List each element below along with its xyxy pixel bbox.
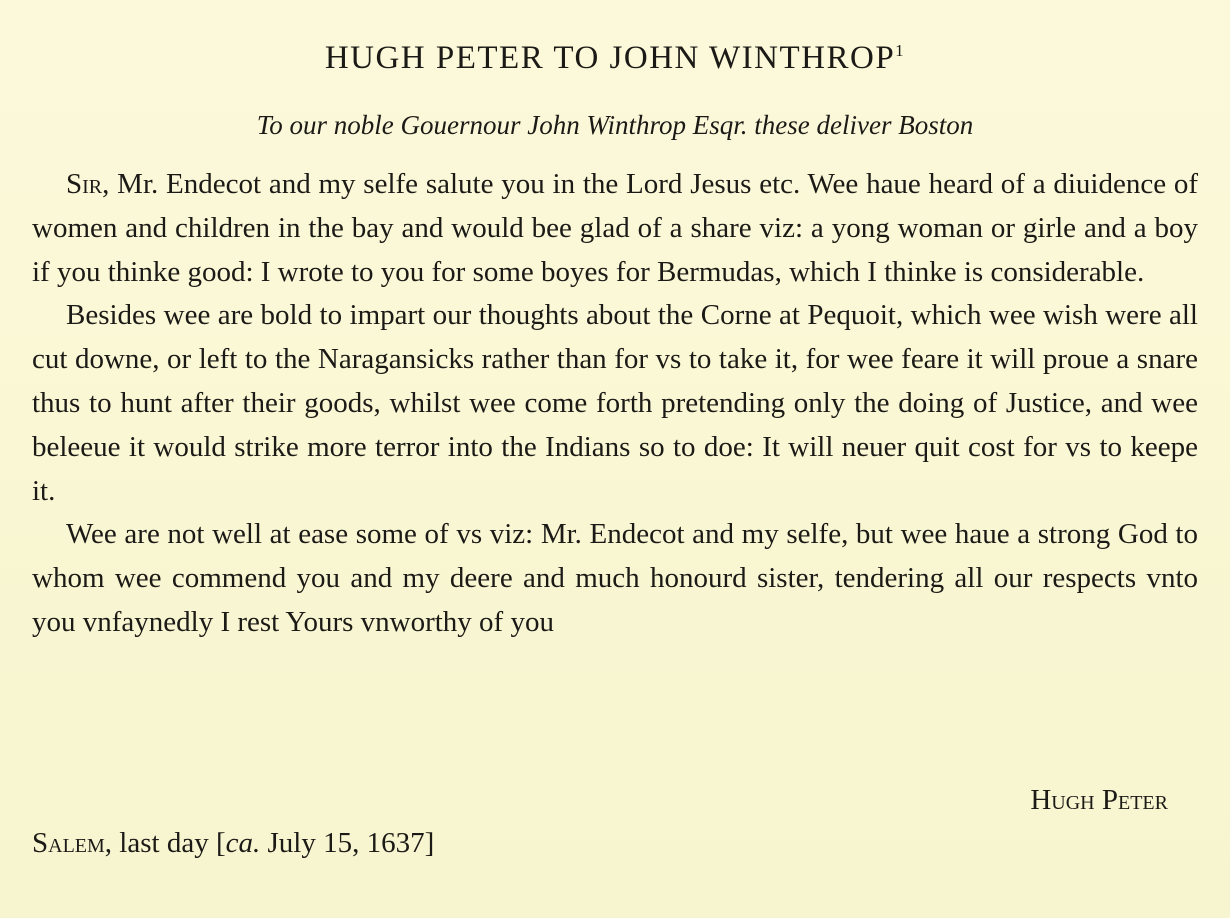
dateline bbox=[32, 823, 434, 863]
paragraph-3: Wee are not well at ease some of vs viz: Mr. Endecot and my selfe, but wee haue a strong God to whom wee commend you and my deere and much honourd sister, tendering all our respects vnto you vnfaynedly I rest Yours vnworthy of you bbox=[32, 518, 1198, 638]
letter-address: To our noble Gouernour John Winthrop Esqr. these deliver Boston bbox=[256, 110, 974, 140]
title-text: HUGH PETER TO JOHN WINTHROP bbox=[324, 40, 896, 76]
letter-title bbox=[0, 38, 1230, 78]
dateline-text: , last day [ bbox=[104, 827, 226, 859]
salutation: Sir bbox=[66, 168, 103, 200]
dateline-place: Salem bbox=[32, 827, 105, 859]
signature: Hugh Peter bbox=[1030, 784, 1168, 816]
paragraph-1-text: , Mr. Endecot and my selfe salute you in the Lord Jesus etc. Wee haue heard of a diuidence of women and children in the bay and would bee glad of a share viz: a yong woman or girle and a boy if you thinke good: I wrote to you for some boyes for Bermudas, which I thinke is considerable. bbox=[32, 168, 1198, 288]
paragraph-1 bbox=[32, 163, 1198, 294]
paragraph-2: Besides wee are bold to impart our thoughts about the Corne at Pequoit, which wee wish were all cut downe, or left to the Naragansicks rather than for vs to take it, for wee feare it will proue a snare thus to hunt after their goods, whilst wee come forth pretending only the doing of Justice, and wee beleeue it would strike more terror into the Indians so to doe: It will neuer quit cost for vs to keepe it. bbox=[32, 299, 1198, 507]
dateline-circa: ca. bbox=[225, 827, 261, 859]
footnote-marker: 1 bbox=[895, 41, 906, 60]
dateline-date: July 15, 1637] bbox=[260, 827, 435, 859]
letter-body bbox=[32, 163, 1198, 645]
